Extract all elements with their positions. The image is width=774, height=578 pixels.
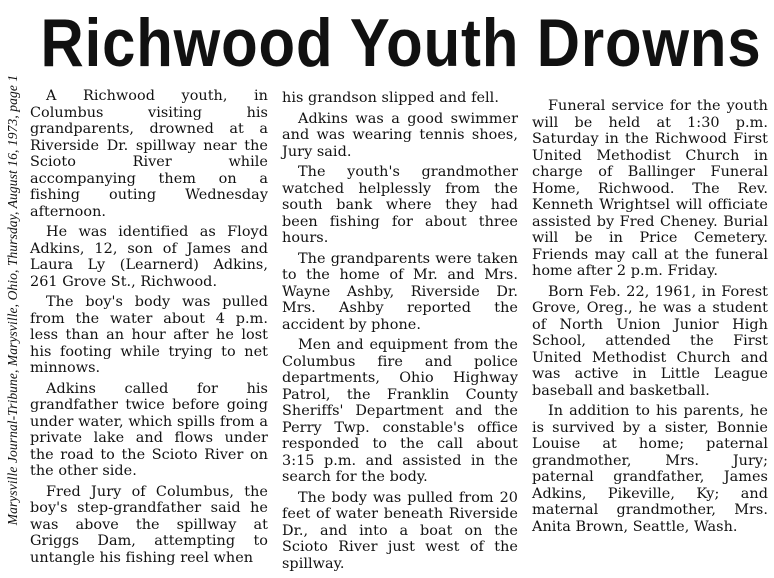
publication-credit: Marysville Journal-Tribune, Marysville, Ohio, Thursday, August 16, 1973, page 1 <box>5 74 20 526</box>
article-column-3 <box>532 98 768 539</box>
paragraph: The boy's body was pulled from the water about 4 p.m. less than an hour after he lost his footing while trying to net minnows. <box>30 294 268 376</box>
paragraph: Adkins was a good swimmer and was wearing tennis shoes, Jury said. <box>282 110 518 160</box>
paragraph: The body was pulled from 20 feet of water beneath Riverside Dr., and into a boat on the Scioto River just west of the spillway. <box>282 489 518 572</box>
paragraph: Funeral service for the youth will be held at 1:30 p.m. Saturday in the Richwood First United Methodist Church in charge of Ballinger Funeral Home, Richwood. The Rev. Kenneth Wrightsel will officiate assisted by Fred Cheney. Burial will be in Price Cemetery. Friends may call at the funeral home after 2 p.m. Friday. <box>532 98 768 279</box>
article-column-2 <box>282 90 518 576</box>
paragraph: Fred Jury of Columbus, the boy's step-grandfather said he was above the spillway at Griggs Dam, attempting to untangle his fishing reel when <box>30 483 268 566</box>
paragraph: The youth's grandmother watched helplessly from the south bank where they had been fishing for about three hours. <box>282 164 518 246</box>
paragraph: He was identified as Floyd Adkins, 12, son of James and Laura Ly (Learnerd) Adkins, 261 Grove St., Richwood. <box>30 224 268 290</box>
paragraph: The grandparents were taken to the home of Mr. and Mrs. Wayne Ashby, Riverside Dr. Mrs. Ashby reported the accident by phone. <box>282 250 518 333</box>
paragraph: Men and equipment from the Columbus fire and police departments, Ohio Highway Patrol, the Franklin County Sheriffs' Department and the Perry Twp. constable's office responded to the call about 3:15 p.m. and assisted in the search for the body. <box>282 337 518 485</box>
paragraph: his grandson slipped and fell. <box>282 90 499 106</box>
article-column-1 <box>30 88 268 570</box>
paragraph: A Richwood youth, in Columbus visiting his grandparents, drowned at a Riverside Dr. spillway near the Scioto River while accompanying them on a fishing outing Wednesday afternoon. <box>30 88 268 220</box>
publication-sidebar <box>0 0 26 578</box>
article-headline: Richwood Youth Drowns <box>40 5 762 81</box>
paragraph: In addition to his parents, he is survived by a sister, Bonnie Louise at home; paternal grandmother, Mrs. Jury; paternal grandfather, James Adkins, Pikeville, Ky; and maternal grandmother, Mrs. Anita Brown, Seattle, Wash. <box>532 403 768 535</box>
paragraph: Born Feb. 22, 1961, in Forest Grove, Oreg., he was a student of North Union Junior High School, attended the First United Methodist Church and was active in Little League baseball and basketball. <box>532 283 768 399</box>
paragraph: Adkins called for his grandfather twice before going under water, which spills from a private lake and flows under the road to the Scioto River on the other side. <box>30 380 268 479</box>
